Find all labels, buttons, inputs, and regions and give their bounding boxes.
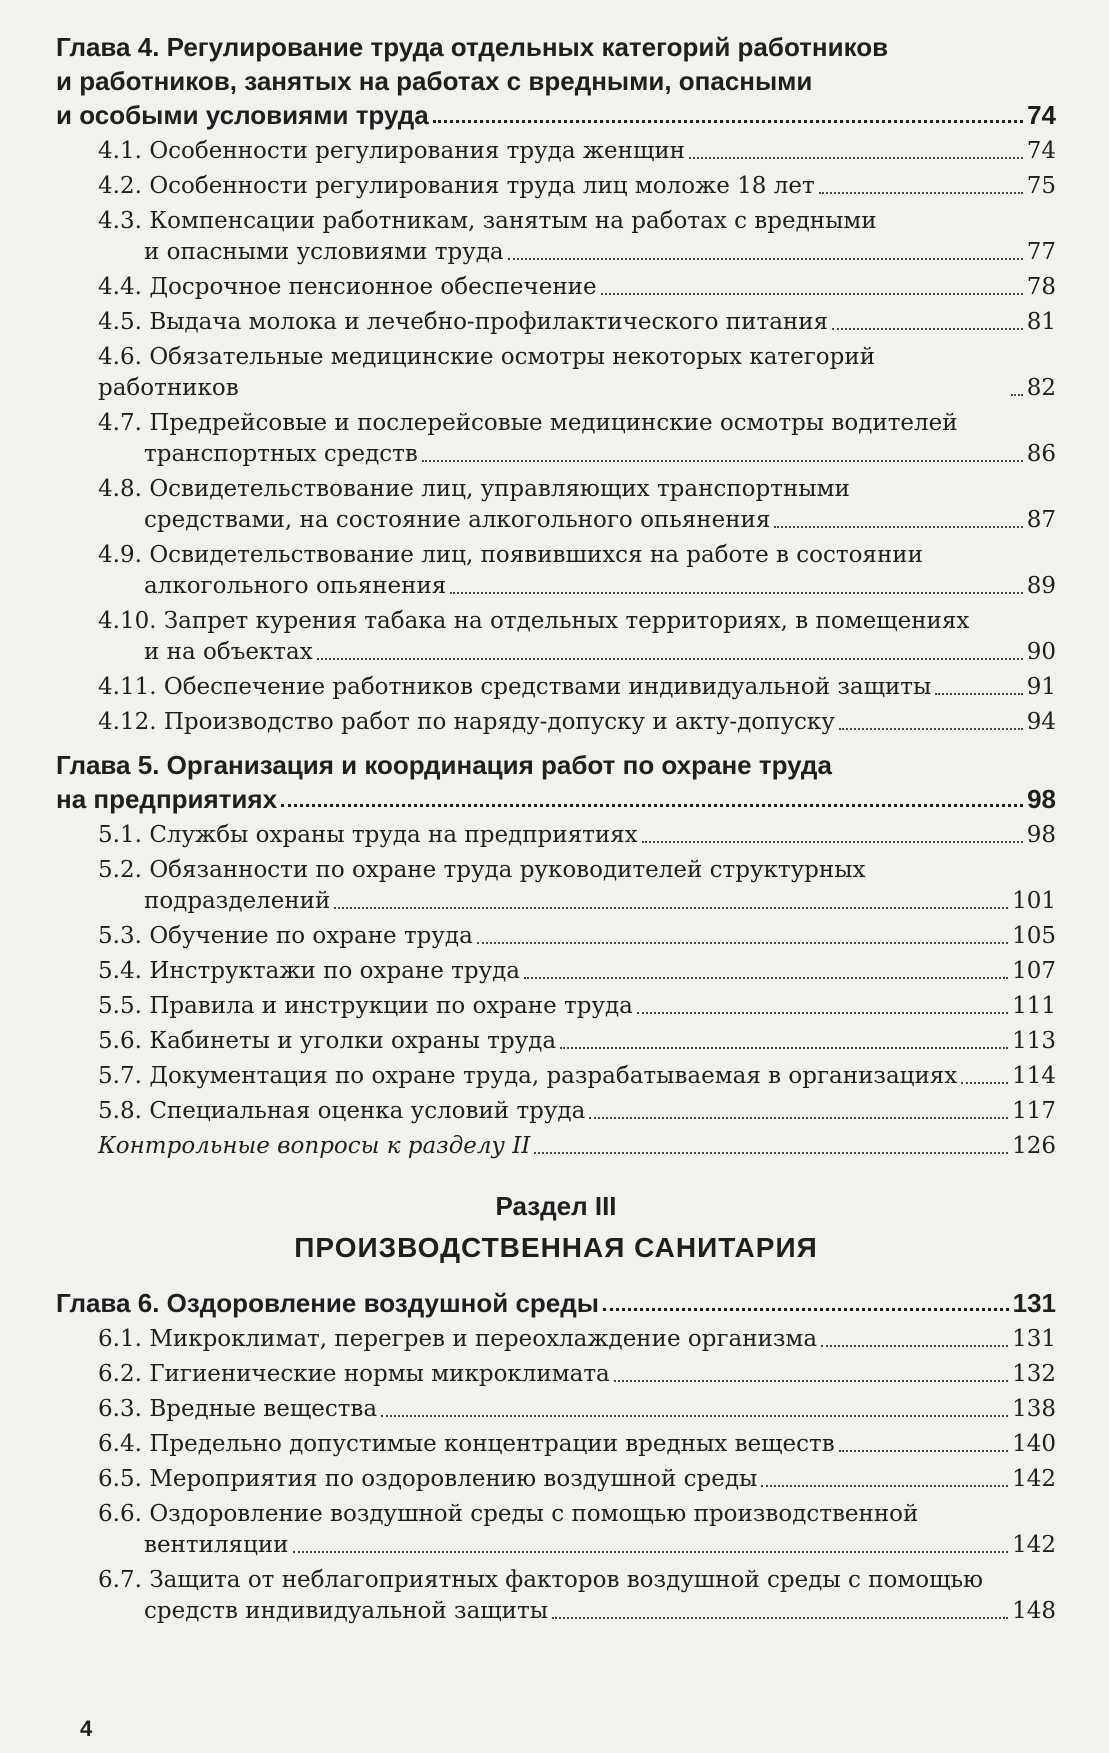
- toc-entry: [56, 1464, 1056, 1495]
- section-page-number: 140: [1012, 1431, 1056, 1457]
- section-title: Мероприятия по оздоровлению воздушной среды: [149, 1466, 758, 1492]
- section-title: Оздоровление воздушной среды с помощью производственной: [149, 1501, 919, 1527]
- toc-entry: [56, 921, 1056, 952]
- section-title: Предельно допустимые концентрации вредных веществ: [149, 1431, 835, 1457]
- section-number: 4.1.: [98, 138, 142, 164]
- dot-leader: [534, 1151, 1008, 1154]
- dot-leader: [821, 1344, 1008, 1347]
- section-title-continued: и на объектах: [144, 639, 313, 665]
- section-number: 4.6.: [98, 344, 142, 370]
- toc-entry: [56, 707, 1056, 738]
- dot-leader: [477, 941, 1008, 944]
- section-number: 5.7.: [98, 1063, 142, 1089]
- dot-leader: [761, 1484, 1008, 1487]
- section-page-number: 89: [1026, 573, 1056, 599]
- section-title: Обеспечение работников средствами индивидуальной защиты: [163, 674, 932, 700]
- section-number: 5.6.: [98, 1028, 142, 1054]
- section-page-number: 81: [1026, 309, 1056, 335]
- dot-leader: [589, 1116, 1008, 1119]
- toc-entry: [56, 1394, 1056, 1425]
- section-page-number: 131: [1012, 1326, 1056, 1352]
- toc-entry: [56, 1061, 1056, 1092]
- section-title: Запрет курения табака на отдельных территориях, в помещениях: [163, 608, 970, 634]
- dot-leader: [819, 191, 1023, 194]
- chapter-title-line: Глава 6. Оздоровление воздушной среды: [56, 1288, 599, 1318]
- toc-entry: [56, 1324, 1056, 1355]
- section-title: Производство работ по наряду-допуску и акту-допуску: [163, 709, 835, 735]
- part-title: ПРОИЗВОДСТВЕННАЯ САНИТАРИЯ: [294, 1232, 818, 1263]
- section-page-number: 107: [1012, 958, 1056, 984]
- toc-entry: [56, 956, 1056, 987]
- toc-entry: [56, 1429, 1056, 1460]
- section-number: 6.5.: [98, 1466, 142, 1492]
- section-title: Обязательные медицинские осмотры некоторых категорий работников: [98, 344, 876, 401]
- toc-entry: [56, 991, 1056, 1022]
- section-page-number: 91: [1026, 674, 1056, 700]
- toc-entry: [56, 206, 1056, 268]
- section-number: 5.5.: [98, 993, 142, 1019]
- dot-leader: [637, 1011, 1008, 1014]
- dot-leader: [839, 727, 1023, 730]
- dot-leader: [1011, 393, 1023, 396]
- section-title-continued: транспортных средств: [144, 441, 418, 467]
- section-page-number: 148: [1012, 1598, 1056, 1624]
- chapter-page-number: 74: [1027, 100, 1056, 130]
- toc-entry: [56, 1026, 1056, 1057]
- section-title: Вредные вещества: [149, 1396, 378, 1422]
- dot-leader: [422, 459, 1023, 462]
- section-number: 6.7.: [98, 1567, 142, 1593]
- chapter-title-line: Глава 4. Регулирование труда отдельных категорий работников: [56, 32, 889, 62]
- section-number: 4.8.: [98, 476, 142, 502]
- dot-leader: [281, 803, 1023, 807]
- toc-entry-questions: [56, 1131, 1056, 1162]
- chapter-page-number: 131: [1012, 1288, 1056, 1318]
- section-number: 6.1.: [98, 1326, 142, 1352]
- toc-entry: [56, 342, 1056, 404]
- section-number: 6.4.: [98, 1431, 142, 1457]
- toc-entry: [56, 171, 1056, 202]
- section-page-number: 90: [1026, 639, 1056, 665]
- chapter-page-number: 98: [1027, 784, 1056, 814]
- section-number: 4.7.: [98, 410, 142, 436]
- dot-leader: [961, 1081, 1008, 1084]
- part-label: Раздел III: [495, 1191, 617, 1221]
- section-title-continued: средствами, на состояние алкогольного опьянения: [144, 507, 771, 533]
- dot-leader: [839, 1449, 1008, 1452]
- section-number: 4.3.: [98, 208, 142, 234]
- section-page-number: 132: [1012, 1361, 1056, 1387]
- review-questions-title: Контрольные вопросы к разделу II: [98, 1133, 531, 1159]
- toc-entry: [56, 408, 1056, 470]
- section-number: 5.1.: [98, 822, 142, 848]
- section-title: Кабинеты и уголки охраны труда: [149, 1028, 557, 1054]
- section-number: 4.2.: [98, 173, 142, 199]
- dot-leader: [774, 525, 1022, 528]
- section-number: 4.4.: [98, 274, 142, 300]
- dot-leader: [433, 119, 1023, 123]
- toc-entry: [56, 820, 1056, 851]
- section-page-number: 111: [1012, 993, 1056, 1019]
- section-title: Особенности регулирования труда лиц моложе 18 лет: [149, 173, 815, 199]
- dot-leader: [642, 840, 1023, 843]
- section-title: Инструктажи по охране труда: [149, 958, 521, 984]
- section-title: Службы охраны труда на предприятиях: [149, 822, 638, 848]
- section-title: Микроклимат, перегрев и переохлаждение организма: [149, 1326, 818, 1352]
- section-page-number: 126: [1012, 1133, 1056, 1159]
- toc-entry: [56, 606, 1056, 668]
- section-number: 5.8.: [98, 1098, 142, 1124]
- toc-entry: [56, 1499, 1056, 1561]
- section-page-number: 142: [1012, 1466, 1056, 1492]
- section-title: Досрочное пенсионное обеспечение: [149, 274, 597, 300]
- section-page-number: 77: [1026, 239, 1056, 265]
- section-page-number: 113: [1012, 1028, 1056, 1054]
- dot-leader: [935, 692, 1022, 695]
- chapter-title-line: и особыми условиями труда: [56, 100, 429, 130]
- section-number: 6.6.: [98, 1501, 142, 1527]
- section-number: 6.2.: [98, 1361, 142, 1387]
- section-page-number: 78: [1026, 274, 1056, 300]
- toc-entry: [56, 474, 1056, 536]
- section-page-number: 75: [1026, 173, 1056, 199]
- dot-leader: [524, 976, 1008, 979]
- toc-entry: [56, 272, 1056, 303]
- dot-leader: [317, 657, 1023, 660]
- section-page-number: 94: [1026, 709, 1056, 735]
- section-number: 5.3.: [98, 923, 142, 949]
- table-of-contents: [56, 26, 1056, 1627]
- toc-entry: [56, 1096, 1056, 1127]
- dot-leader: [601, 292, 1023, 295]
- section-page-number: 117: [1012, 1098, 1056, 1124]
- section-title: Освидетельствование лиц, управляющих транспортными: [149, 476, 850, 502]
- dot-leader: [293, 1550, 1009, 1553]
- dot-leader: [334, 906, 1008, 909]
- section-page-number: 98: [1026, 822, 1056, 848]
- section-title: Правила и инструкции по охране труда: [149, 993, 633, 1019]
- section-number: 4.12.: [98, 709, 157, 735]
- section-page-number: 138: [1012, 1396, 1056, 1422]
- dot-leader: [614, 1379, 1008, 1382]
- section-number: 5.2.: [98, 857, 142, 883]
- section-title: Предрейсовые и послерейсовые медицинские осмотры водителей: [149, 410, 958, 436]
- section-page-number: 74: [1026, 138, 1056, 164]
- dot-leader: [560, 1046, 1008, 1049]
- section-title-continued: вентиляции: [144, 1532, 289, 1558]
- section-page-number: 142: [1012, 1532, 1056, 1558]
- toc-entry: [56, 307, 1056, 338]
- chapter-title-line: на предприятиях: [56, 784, 278, 814]
- section-title: Обучение по охране труда: [149, 923, 473, 949]
- section-title: Специальная оценка условий труда: [149, 1098, 586, 1124]
- toc-entry: [56, 855, 1056, 917]
- section-number: 4.9.: [98, 542, 142, 568]
- section-title: Гигиенические нормы микроклимата: [149, 1361, 610, 1387]
- section-title: Компенсации работникам, занятым на работах с вредными: [149, 208, 877, 234]
- chapter-6-heading: [56, 1286, 1056, 1320]
- section-page-number: 114: [1012, 1063, 1056, 1089]
- toc-entry: [56, 1565, 1056, 1627]
- section-page-number: 82: [1026, 375, 1056, 401]
- dot-leader: [832, 327, 1023, 330]
- dot-leader: [450, 591, 1022, 594]
- section-page-number: 87: [1026, 507, 1056, 533]
- chapter-title-line: Глава 5. Организация и координация работ по охране труда: [56, 750, 832, 780]
- chapter-4-heading: [56, 30, 1056, 132]
- section-number: 4.10.: [98, 608, 157, 634]
- dot-leader: [508, 257, 1023, 260]
- section-title: Освидетельствование лиц, появившихся на работе в состоянии: [149, 542, 923, 568]
- section-number: 6.3.: [98, 1396, 142, 1422]
- section-title: Документация по охране труда, разрабатываемая в организациях: [149, 1063, 958, 1089]
- toc-entry: [56, 1359, 1056, 1390]
- section-title: Выдача молока и лечебно-профилактического питания: [149, 309, 829, 335]
- section-number: 4.11.: [98, 674, 157, 700]
- chapter-title-line: и работников, занятых на работах с вредными, опасными: [56, 66, 813, 96]
- section-title: Защита от неблагоприятных факторов воздушной среды с помощью: [149, 1567, 983, 1593]
- toc-entry: [56, 136, 1056, 167]
- dot-leader: [381, 1414, 1008, 1417]
- toc-entry: [56, 540, 1056, 602]
- page-number: 4: [80, 1716, 93, 1741]
- section-page-number: 86: [1026, 441, 1056, 467]
- section-title-continued: средств индивидуальной защиты: [144, 1598, 549, 1624]
- section-title-continued: алкогольного опьянения: [144, 573, 447, 599]
- dot-leader: [689, 156, 1023, 159]
- section-title-continued: подразделений: [144, 888, 331, 914]
- section-title: Особенности регулирования труда женщин: [149, 138, 685, 164]
- section-title-continued: и опасными условиями труда: [144, 239, 504, 265]
- toc-entry: [56, 672, 1056, 703]
- section-page-number: 101: [1012, 888, 1056, 914]
- dot-leader: [552, 1616, 1008, 1619]
- section-page-number: 105: [1012, 923, 1056, 949]
- section-number: 4.5.: [98, 309, 142, 335]
- dot-leader: [603, 1307, 1009, 1311]
- section-title: Обязанности по охране труда руководителей структурных: [149, 857, 866, 883]
- section-number: 5.4.: [98, 958, 142, 984]
- chapter-5-heading: [56, 748, 1056, 816]
